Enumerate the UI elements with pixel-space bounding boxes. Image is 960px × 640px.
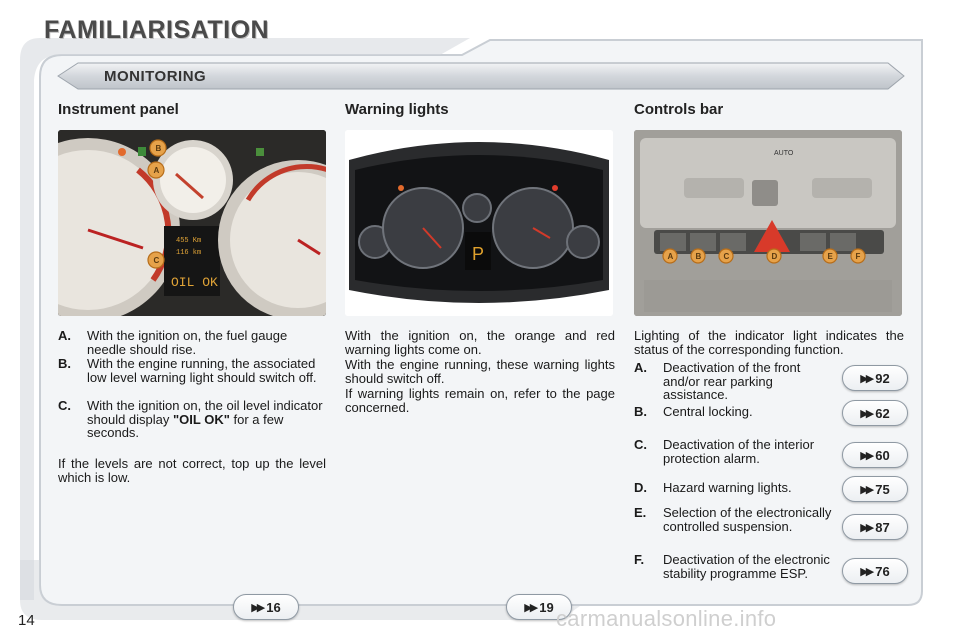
fast-forward-icon: ▶▶ bbox=[860, 483, 872, 496]
ref-link-87[interactable]: ▶▶ 87 bbox=[842, 514, 908, 540]
page-title: FAMILIARISATION bbox=[44, 16, 270, 44]
fast-forward-icon: ▶▶ bbox=[860, 521, 872, 534]
svg-text:A: A bbox=[667, 252, 674, 261]
svg-text:A: A bbox=[153, 166, 160, 175]
auto-label: AUTO bbox=[774, 150, 794, 157]
warning-para-2: With the engine running, these warning lights should switch off. bbox=[345, 357, 615, 386]
badge-a bbox=[148, 162, 164, 178]
badge-b bbox=[150, 140, 166, 156]
svg-text:E: E bbox=[827, 252, 833, 261]
heading-controls-bar: Controls bar bbox=[634, 101, 724, 118]
gear-p-display: P bbox=[472, 244, 485, 264]
ref-link-75[interactable]: ▶▶ 75 bbox=[842, 476, 908, 502]
ref-link-76[interactable]: ▶▶ 76 bbox=[842, 558, 908, 584]
fast-forward-icon: ▶▶ bbox=[524, 601, 536, 614]
svg-text:455 Km: 455 Km bbox=[176, 237, 202, 245]
heading-warning-lights: Warning lights bbox=[345, 101, 449, 118]
badge-e bbox=[823, 249, 837, 263]
fast-forward-icon: ▶▶ bbox=[251, 601, 263, 614]
ref-link-60[interactable]: ▶▶ 60 bbox=[842, 442, 908, 468]
svg-text:D: D bbox=[771, 252, 778, 261]
ref-link-16[interactable]: ▶▶ 16 bbox=[233, 594, 299, 620]
page-number: 14 bbox=[18, 612, 35, 629]
badge-b bbox=[691, 249, 705, 263]
controls-bar-photo bbox=[634, 130, 902, 316]
badge-c bbox=[719, 249, 733, 263]
heading-instrument-panel: Instrument panel bbox=[58, 101, 179, 118]
svg-text:B: B bbox=[695, 252, 702, 261]
ref-link-62[interactable]: ▶▶ 62 bbox=[842, 400, 908, 426]
svg-text:C: C bbox=[723, 252, 730, 261]
ref-link-92[interactable]: ▶▶ 92 bbox=[842, 365, 908, 391]
watermark: carmanualsonline.info bbox=[556, 606, 777, 631]
fast-forward-icon: ▶▶ bbox=[860, 449, 872, 462]
svg-text:F: F bbox=[855, 252, 861, 261]
fast-forward-icon: ▶▶ bbox=[860, 407, 872, 420]
badge-f bbox=[851, 249, 865, 263]
section-title: MONITORING bbox=[104, 68, 207, 85]
instrument-note: If the levels are not correct, top up the level which is low. bbox=[58, 456, 326, 485]
svg-text:C: C bbox=[153, 256, 160, 265]
warning-para-3: If warning lights remain on, refer to the page concerned. bbox=[345, 386, 615, 415]
warning-lights-photo bbox=[345, 130, 613, 316]
badge-c bbox=[148, 252, 164, 268]
badge-d bbox=[767, 249, 781, 263]
svg-text:B: B bbox=[155, 144, 162, 153]
controls-intro: Lighting of the indicator light indicates the status of the corresponding function. bbox=[634, 328, 904, 357]
manual-page: FAMILIARISATION MONITORING Instrument panel Warning lights Controls bar 455 Km 116 km OIL OK A B C P AUTO A B C D E F A. With the ignition on, the fuel gauge needle should rise. B. With the engine running, the associated low level warning light should switch off. C. With the ignition on, the oil level indicator should display "OIL OK" for a few seconds. If the levels are not correct, top up the level which is low. With the ignition on, the orange and red warning lights come on. With the engine running, these warning lights should switch off. If warning lights remain on, refer to the page concerned. Lighting of the indicator light indicates the status of the corresponding function. A. Deactivation of the front and/or rear parking assistance. B. Central locking. C. Deactivation of the interior protection alarm. D. Hazard warning lights. E. Selection of the electronically controlled suspension. F. Deactivation of the electronic stability programme ESP. ▶▶ 92 ▶▶ 62 ▶▶ 60 ▶▶ 75 ▶▶ 87 ▶▶ 76 ▶▶ 16 ▶▶ 19 14 carmanualsonline.info bbox=[0, 0, 960, 640]
instrument-panel-photo bbox=[58, 130, 326, 316]
ref-link-19[interactable]: ▶▶ 19 bbox=[506, 594, 572, 620]
svg-text:116 km: 116 km bbox=[176, 249, 202, 257]
warning-para-1: With the ignition on, the orange and red warning lights come on. bbox=[345, 328, 615, 357]
badge-a bbox=[663, 249, 677, 263]
fast-forward-icon: ▶▶ bbox=[860, 565, 872, 578]
fast-forward-icon: ▶▶ bbox=[860, 372, 872, 385]
oil-ok-display: OIL OK bbox=[171, 275, 218, 290]
